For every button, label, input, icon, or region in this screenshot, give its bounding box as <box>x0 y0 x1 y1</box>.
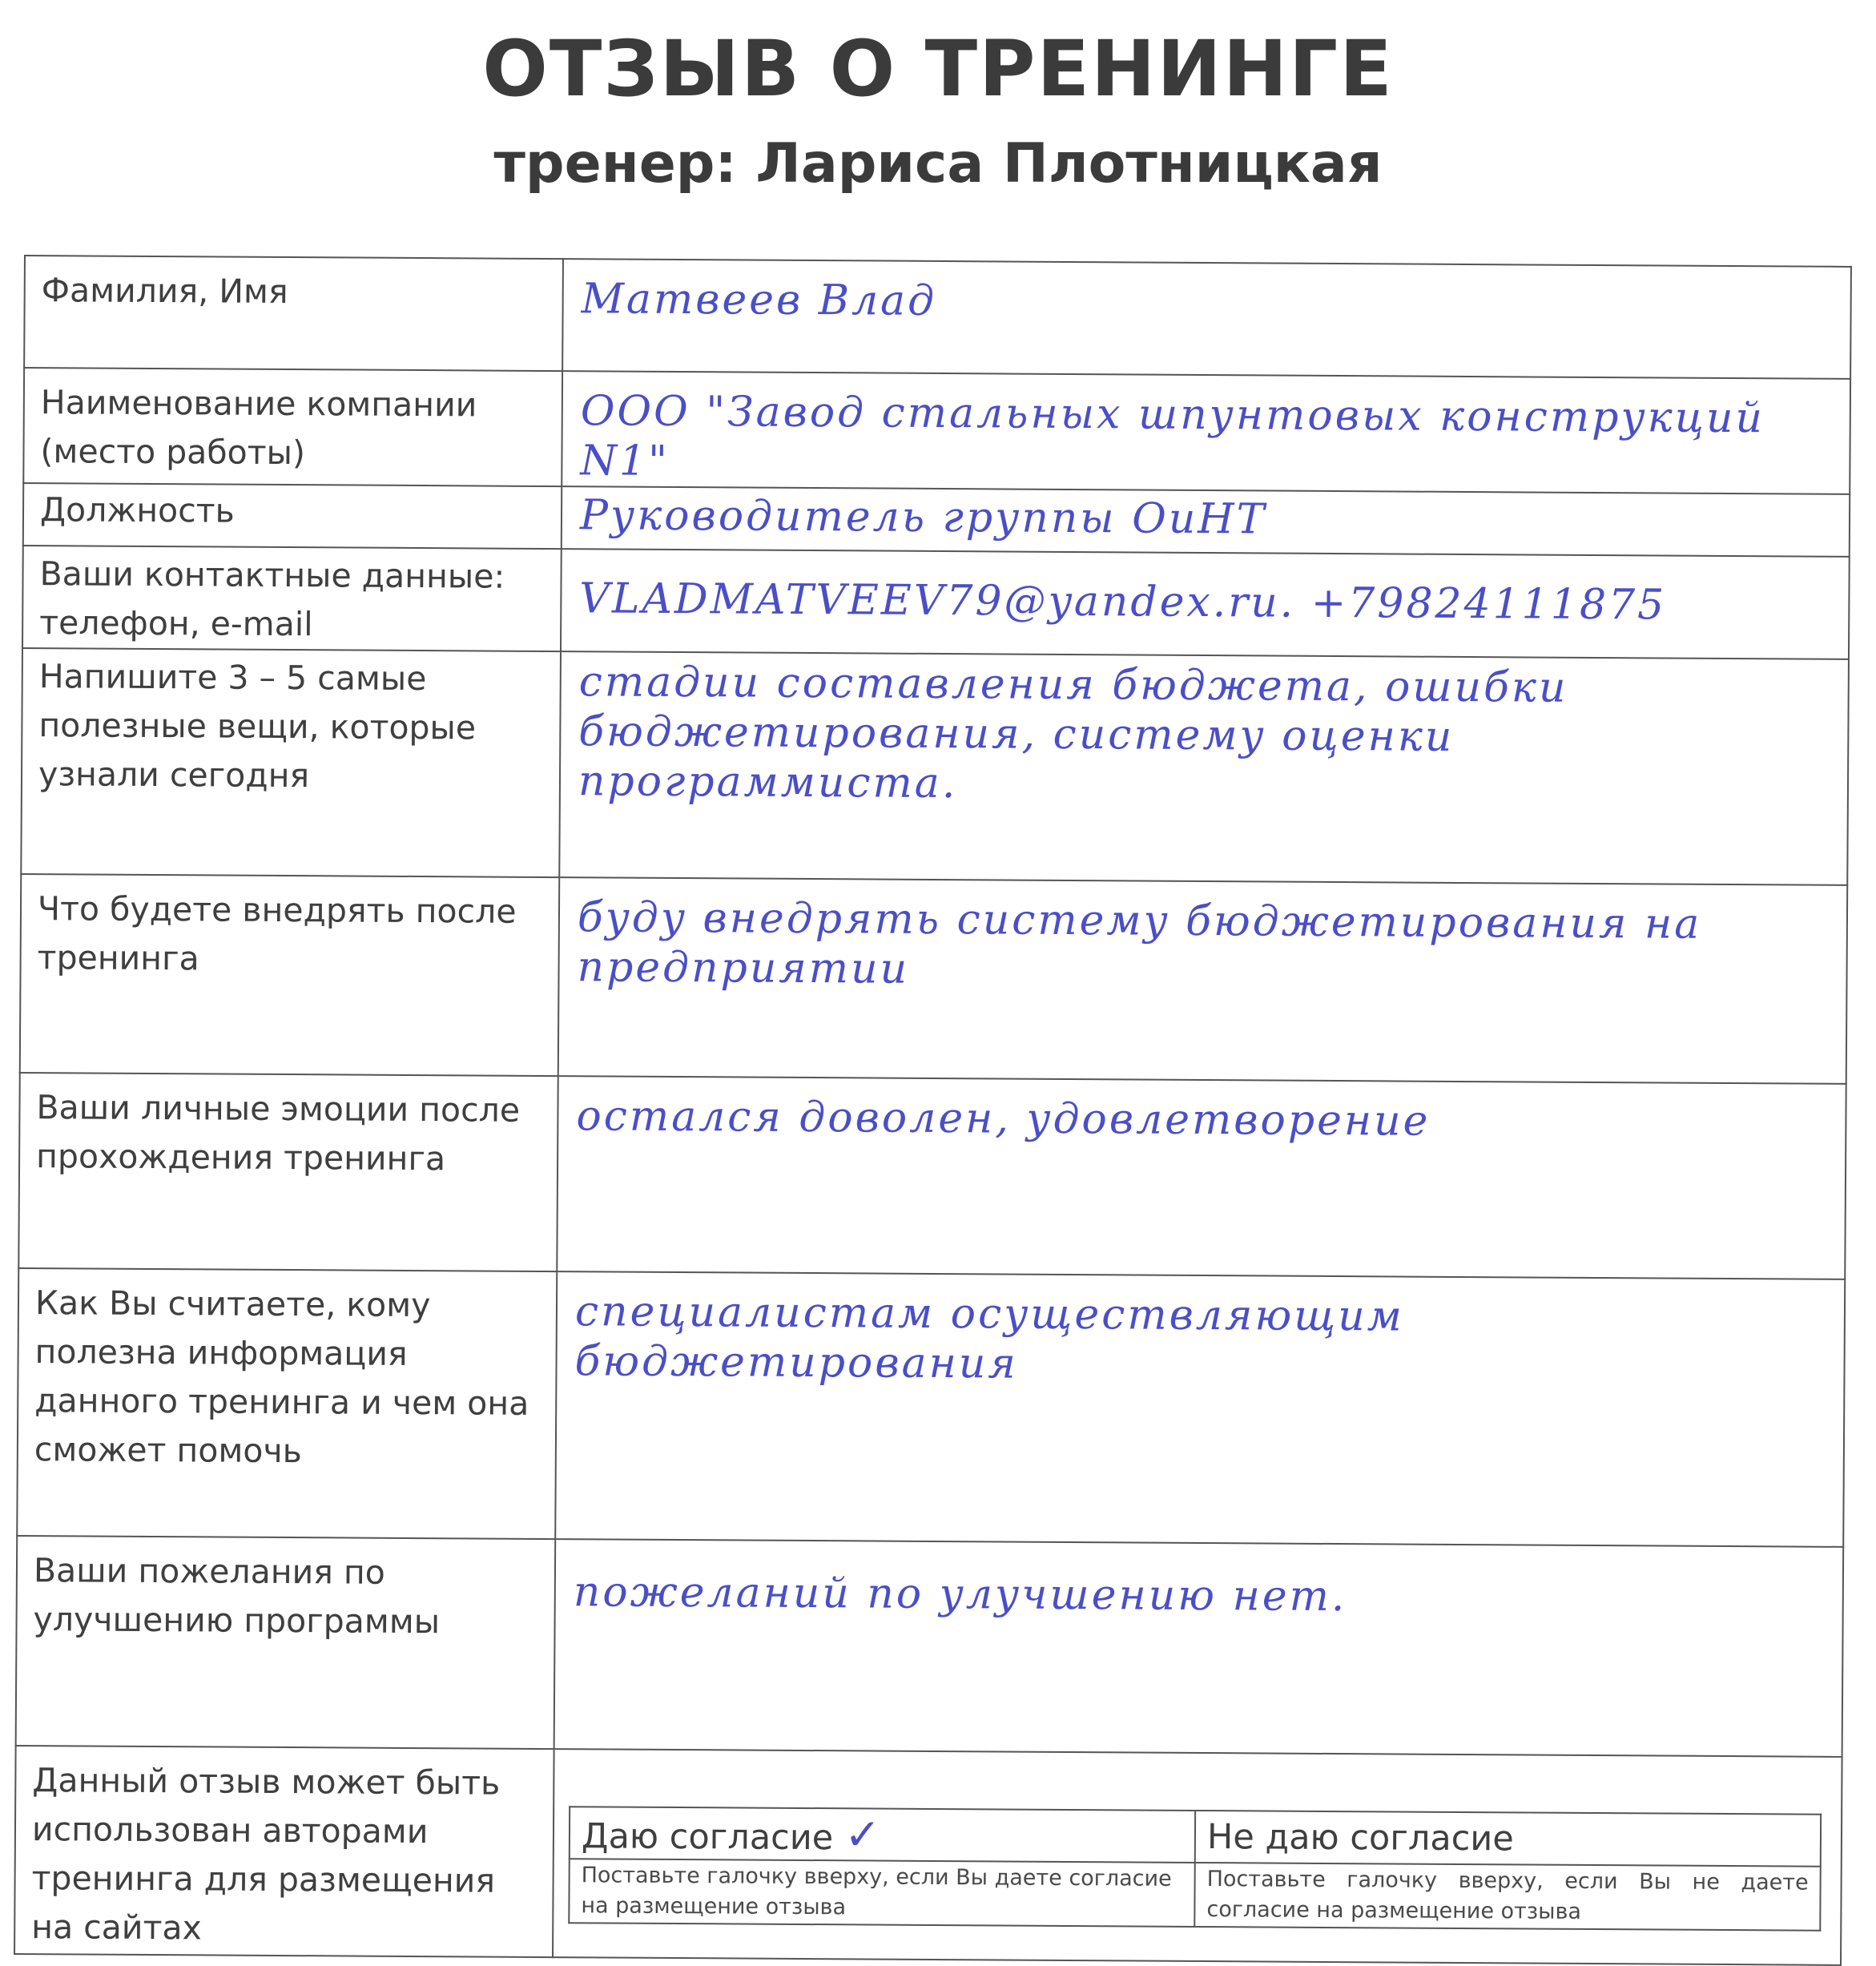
feedback-form <box>14 255 1850 1966</box>
row-implement <box>20 874 1847 1084</box>
page-subtitle: тренер: Лариса Плотницкая <box>493 132 1383 195</box>
agree-label: Даю согласие <box>581 1816 834 1859</box>
label-implement: Что будете внедрять после тренинга <box>37 889 517 978</box>
label-company: Наименование компании (место работы) <box>40 383 477 473</box>
answer-implement[interactable]: буду внедрять систему бюджетирования на предприятии <box>577 893 1702 993</box>
row-position <box>23 483 1850 557</box>
disagree-note: Поставьте галочку вверху, если Вы не даете согласие на размещение отзыва <box>1194 1863 1820 1931</box>
answer-company[interactable]: ООО "Завод стальных шпунтовых конструкций N1" <box>580 387 1765 485</box>
label-position: Должность <box>39 490 235 530</box>
row-name <box>24 256 1851 379</box>
row-consent <box>14 1746 1842 1965</box>
row-who-useful <box>17 1268 1845 1547</box>
row-company <box>23 368 1850 494</box>
row-emotions <box>18 1073 1846 1279</box>
check-mark-icon: ✓ <box>844 1809 881 1860</box>
answer-position[interactable]: Руководитель группы ОиНТ <box>579 491 1267 544</box>
feedback-table <box>14 255 1852 1966</box>
row-wishes <box>16 1536 1844 1757</box>
disagree-option[interactable] <box>1195 1811 1821 1867</box>
answer-useful[interactable]: стадии составления бюджета, ошибки бюджетирования, систему оценки программиста. <box>578 658 1568 808</box>
consent-table <box>568 1806 1822 1932</box>
disagree-label: Не даю согласие <box>1206 1816 1514 1859</box>
label-wishes: Ваши пожелания по улучшению программы <box>33 1551 441 1642</box>
answer-name[interactable]: Матвеев Влад <box>581 275 937 325</box>
page-title: ОТЗЫВ О ТРЕНИНГЕ <box>482 24 1394 114</box>
label-name: Фамилия, Имя <box>41 271 288 312</box>
answer-who-useful[interactable]: специалистам осуществляющим бюджетирования <box>574 1287 1405 1388</box>
row-contacts <box>22 546 1850 659</box>
agree-note: Поставьте галочку вверху, если Вы даете согласие на размещение отзыва <box>569 1859 1194 1927</box>
label-useful: Напишите 3 – 5 самые полезные вещи, которые узнали сегодня <box>38 657 477 796</box>
label-emotions: Ваши личные эмоции после прохождения тренинга <box>35 1088 521 1178</box>
label-consent: Данный отзыв может быть использован авторами тренинга для размещения на сайтах <box>31 1761 501 1948</box>
label-contacts: Ваши контактные данные: телефон, e-mail <box>39 554 505 644</box>
row-useful <box>21 648 1849 885</box>
label-who-useful: Как Вы считаете, кому полезна информация данного тренинга и чем она сможет помочь <box>34 1283 529 1471</box>
agree-option[interactable] <box>570 1807 1195 1863</box>
answer-emotions[interactable]: остался доволен, удовлетворение <box>576 1092 1431 1146</box>
answer-wishes[interactable]: пожеланий по улучшению нет. <box>573 1568 1347 1622</box>
answer-contacts[interactable]: VLADMATVEEV79@yandex.ru. +79824111875 <box>579 574 1667 630</box>
